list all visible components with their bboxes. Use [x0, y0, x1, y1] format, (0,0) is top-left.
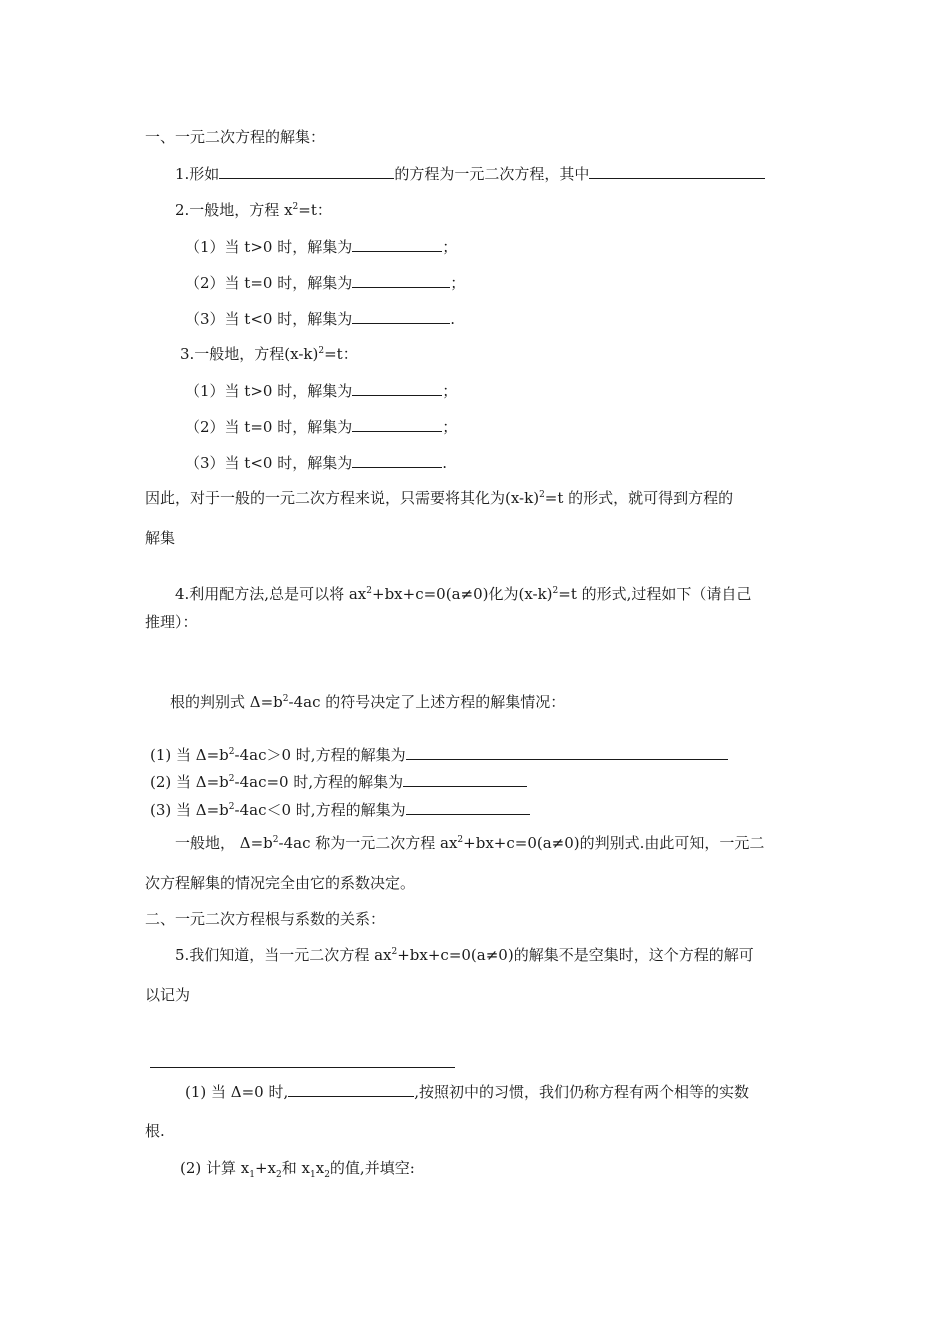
disc-general-exponent2: 2: [457, 835, 464, 845]
thus-line2: 解集: [145, 529, 176, 547]
q5-part1-text-end: ,按照初中的习惯，我们仍称方程有两个相等的实数: [414, 1083, 750, 1101]
disc-general-line2: 次方程解集的情况完全由它的系数决定。: [145, 874, 416, 892]
q5-text-b: +bx+c=0(a≠0)的解集不是空集时，这个方程的解可: [397, 946, 754, 964]
disc-intro: [170, 692, 565, 712]
disc-general-text-b: -4ac 称为一元二次方程 ax: [278, 834, 458, 852]
q3-case3-blank[interactable]: [352, 452, 442, 468]
q2-case3-end: .: [450, 310, 456, 328]
q2-case3-blank[interactable]: [352, 308, 450, 324]
q2-case3-label: （3）当 t<0 时，解集为: [185, 310, 353, 328]
q5-part2: [180, 1158, 415, 1178]
q5-part2-sub1: 1: [249, 1170, 255, 1180]
q5-solution-blank[interactable]: [150, 1067, 455, 1068]
section1-heading: 一、一元二次方程的解集：: [145, 128, 326, 146]
q2-case1-blank[interactable]: [352, 236, 442, 252]
q2-title-end: =t：: [298, 201, 332, 219]
disc-general-text-a: 一般地， Δ=b: [175, 834, 273, 852]
q5-part1-line1: [185, 1081, 749, 1102]
q2-case2-label: （2）当 t=0 时，解集为: [185, 274, 353, 292]
q4-exponent2: 2: [552, 586, 559, 596]
disc-case1-end: -4ac＞0 时,方程的解集为: [234, 746, 406, 764]
disc-general-text-c: +bx+c=0(a≠0)的判别式.由此可知，一元二: [463, 834, 765, 852]
thus-line1: [145, 488, 733, 508]
q3-case2-end: ；: [442, 418, 458, 436]
q2-title-text: 2.一般地，方程 x: [175, 201, 293, 219]
q3-case1-end: ；: [442, 382, 458, 400]
q1-condition-blank[interactable]: [589, 163, 765, 179]
thus-text: 因此，对于一般的一元二次方程来说，只需要将其化为(x-k): [145, 489, 540, 507]
section2-heading: 二、一元二次方程根与系数的关系：: [145, 910, 386, 928]
q4-exponent1: 2: [366, 586, 372, 596]
q3-case3: [185, 452, 447, 473]
disc-intro-exponent: 2: [282, 694, 289, 704]
q3-case1-label: （1）当 t>0 时，解集为: [185, 382, 353, 400]
disc-case2-blank[interactable]: [403, 771, 527, 787]
q5-part2-text-e: 的值,并填空:: [329, 1159, 415, 1177]
q4-line2: 推理）：: [145, 613, 198, 631]
q3-title-exponent: 2: [318, 346, 325, 356]
q2-case3: [185, 308, 455, 329]
q5-exponent: 2: [391, 947, 398, 957]
q3-case2-label: （2）当 t=0 时，解集为: [185, 418, 353, 436]
q2-case2: [185, 272, 465, 293]
q5-line2: 以记为: [145, 986, 191, 1004]
q5-part1-blank[interactable]: [288, 1081, 414, 1097]
disc-intro-text: 根的判别式 Δ=b: [170, 693, 283, 711]
disc-case2: [150, 771, 527, 792]
q5-part1-text: (1) 当 Δ=0 时,: [185, 1083, 289, 1101]
q4-text-b: +bx+c=0(a≠0)化为(x-k): [372, 585, 553, 603]
disc-case2-text: (2) 当 Δ=b: [150, 773, 229, 791]
disc-case3-exponent: 2: [228, 802, 235, 812]
disc-case1: [150, 744, 728, 765]
q1-line: [175, 163, 765, 184]
disc-case3: [150, 799, 530, 820]
q5-line1: [175, 945, 754, 965]
disc-case2-exponent: 2: [228, 774, 235, 784]
disc-case3-blank[interactable]: [406, 799, 530, 815]
q2-title: [175, 200, 332, 220]
q3-title-end: =t：: [324, 345, 358, 363]
disc-case1-exponent: 2: [228, 747, 235, 757]
q4-text-a: 4.利用配方法,总是可以将 ax: [175, 585, 367, 603]
disc-case1-text: (1) 当 Δ=b: [150, 746, 229, 764]
q4-line1: [175, 584, 751, 604]
q5-part2-text-b: +x: [254, 1159, 277, 1177]
q1-form-blank[interactable]: [219, 163, 394, 179]
disc-general-exponent1: 2: [272, 835, 279, 845]
q2-title-exponent: 2: [292, 202, 299, 212]
q1-middle: 的方程为一元二次方程，其中: [394, 165, 590, 183]
q1-prefix: 1.形如: [175, 165, 220, 183]
disc-case1-blank[interactable]: [406, 744, 728, 760]
disc-intro-end: -4ac 的符号决定了上述方程的解集情况：: [288, 693, 566, 711]
q2-case1-label: （1）当 t>0 时，解集为: [185, 238, 353, 256]
q3-case3-end: .: [442, 454, 448, 472]
q3-title: [180, 344, 358, 364]
q5-part2-sub4: 2: [324, 1170, 330, 1180]
q2-case1-end: ；: [442, 238, 458, 256]
q3-title-text: 3.一般地，方程(x-k): [180, 345, 319, 363]
q5-part2-text-c: 和 x: [281, 1159, 310, 1177]
q3-case2-blank[interactable]: [352, 416, 442, 432]
q5-part2-text-d: x: [315, 1159, 325, 1177]
q5-part1-line2: 根.: [145, 1122, 165, 1140]
q3-case1-blank[interactable]: [352, 380, 442, 396]
q3-case2: [185, 416, 457, 437]
q2-case2-blank[interactable]: [352, 272, 450, 288]
q4-text-c: =t 的形式,过程如下（请自己: [558, 585, 752, 603]
disc-case2-end: -4ac=0 时,方程的解集为: [234, 773, 404, 791]
q5-text-a: 5.我们知道，当一元二次方程 ax: [175, 946, 392, 964]
q3-case3-label: （3）当 t<0 时，解集为: [185, 454, 353, 472]
disc-case3-text: (3) 当 Δ=b: [150, 801, 229, 819]
disc-general-line1: [175, 833, 764, 853]
q5-part2-sub3: 1: [309, 1170, 316, 1180]
q2-case1: [185, 236, 457, 257]
q5-part2-sub2: 2: [276, 1170, 282, 1180]
thus-exponent: 2: [539, 490, 545, 500]
q2-case2-end: ；: [450, 274, 466, 292]
q5-part2-text-a: (2) 计算 x: [180, 1159, 250, 1177]
thus-text-end: =t 的形式，就可得到方程的: [544, 489, 734, 507]
disc-case3-end: -4ac＜0 时,方程的解集为: [234, 801, 406, 819]
q3-case1: [185, 380, 457, 401]
